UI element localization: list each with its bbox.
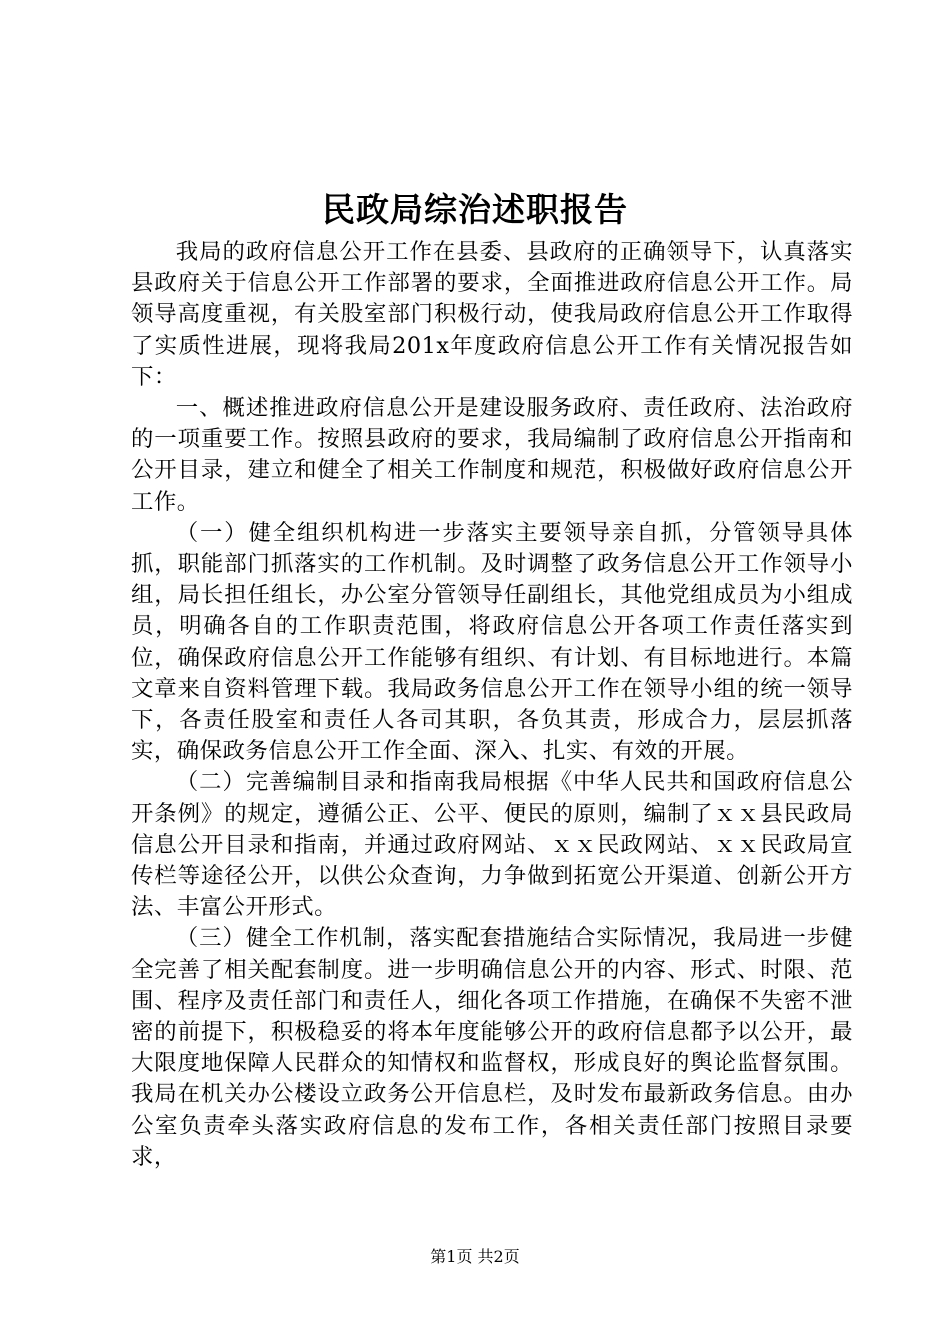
paragraph-intro: 我局的政府信息公开工作在县委、县政府的正确领导下，认真落实县政府关于信息公开工作部署的要求，全面推进政府信息公开工作。局领导高度重视，有关股室部门积极行动，使我局政府信息公开工作取得了实质性进展，现将我局201x年度政府信息公开工作有关情况报告如下：: [131, 239, 853, 390]
paragraph-overview: 一、概述推进政府信息公开是建设服务政府、责任政府、法治政府的一项重要工作。按照县政府的要求，我局编制了政府信息公开指南和公开目录，建立和健全了相关工作制度和规范，积极做好政府信息公开工作。: [131, 395, 853, 515]
document-title: 民政局综治述职报告: [322, 190, 628, 229]
paragraph-section-2: （二）完善编制目录和指南我局根据《中华人民共和国政府信息公开条例》的规定，遵循公正、公平、便民的原则，编制了ｘｘ县民政局信息公开目录和指南，并通过政府网站、ｘｘ民政网站、ｘｘ民政局宣传栏等途径公开，以供公众查询，力争做到拓宽公开渠道、创新公开方法、丰富公开形式。: [131, 769, 853, 921]
paragraph-section-1: （一）健全组织机构进一步落实主要领导亲自抓，分管领导具体抓，职能部门抓落实的工作机制。及时调整了政务信息公开工作领导小组，局长担任组长，办公室分管领导任副组长，其他党组成员为小组成员，明确各自的工作职责范围，将政府信息公开各项工作责任落实到位，确保政府信息公开工作能够有组织、有计划、有目标地进行。本篇文章来自资料管理下载。我局政务信息公开工作在领导小组的统一领导下，各责任股室和责任人各司其职，各负其责，形成合力，层层抓落实，确保政务信息公开工作全面、深入、扎实、有效的开展。: [131, 519, 853, 765]
page-number-footer: 第1页 共2页: [430, 1247, 520, 1266]
paragraph-section-3: （三）健全工作机制，落实配套措施结合实际情况，我局进一步健全完善了相关配套制度。进一步明确信息公开的内容、形式、时限、范围、程序及责任部门和责任人，细化各项工作措施，在确保不失密不泄密的前提下，积极稳妥的将本年度能够公开的政府信息都予以公开，最大限度地保障人民群众的知情权和监督权，形成良好的舆论监督氛围。我局在机关办公楼设立政务公开信息栏，及时发布最新政务信息。由办公室负责牵头落实政府信息的发布工作，各相关责任部门按照目录要求，: [131, 925, 853, 1170]
document-body: [131, 237, 853, 1173]
